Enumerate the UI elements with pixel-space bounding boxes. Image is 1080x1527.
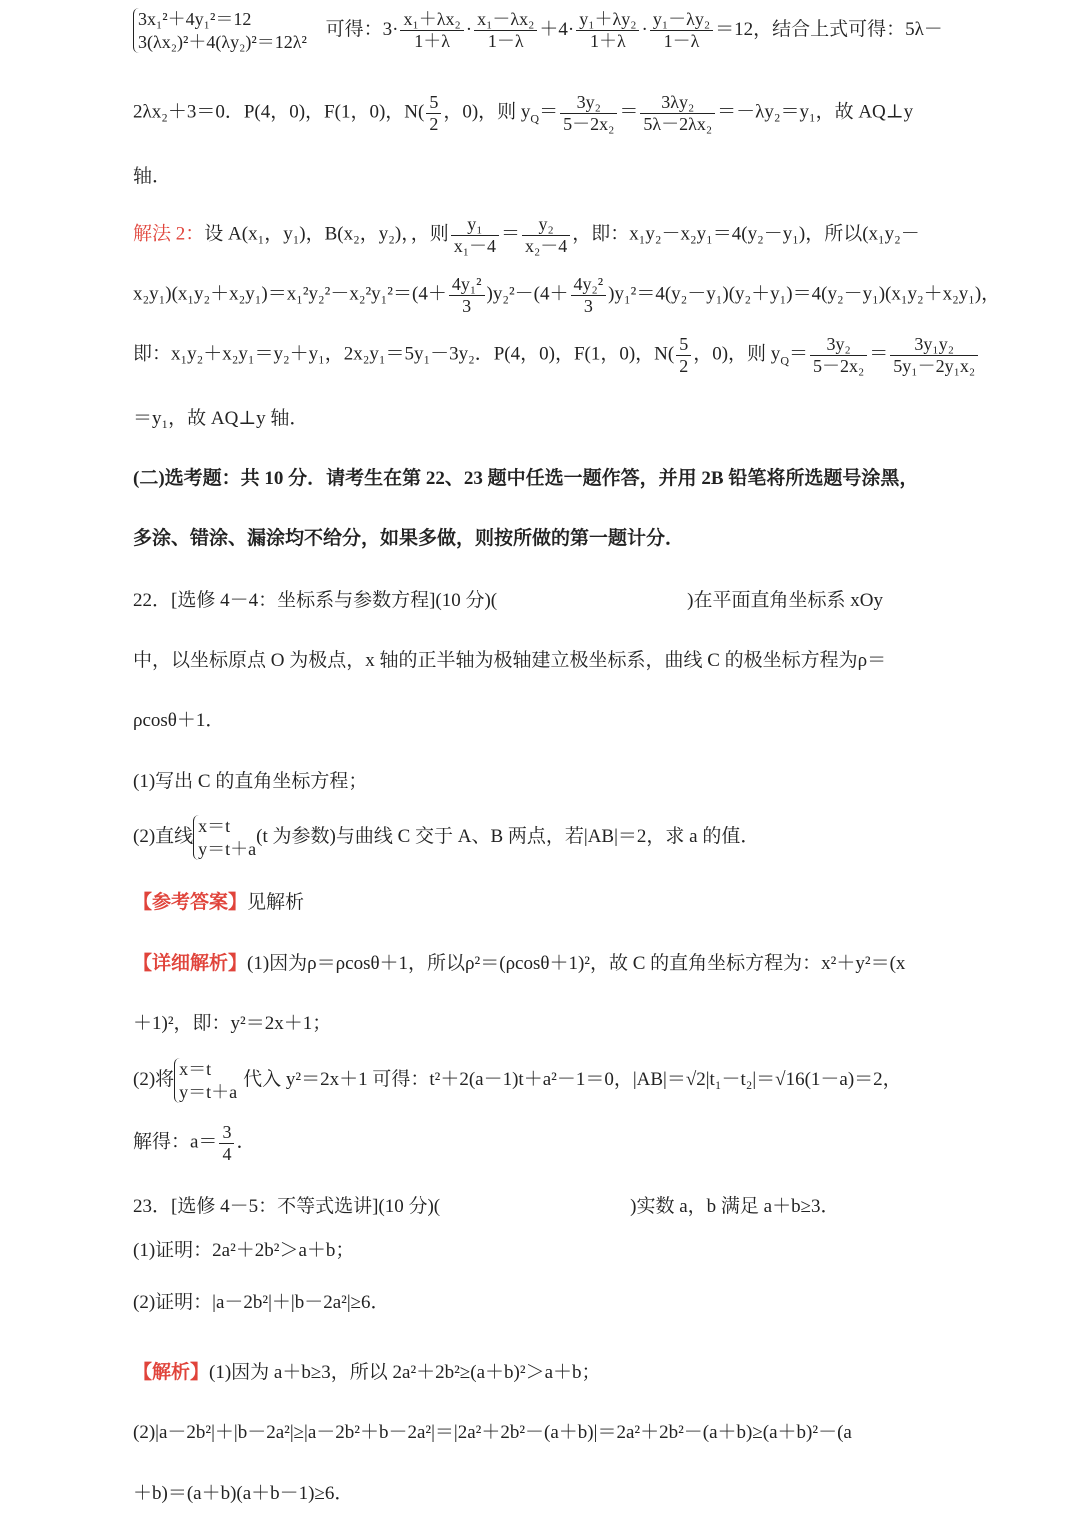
detailed-solution-line-3: (2)将 x＝t y＝t＋a 代入 y²＝2x＋1 可得：t²＋2(a－1)t＋a²－1＝0，|AB|＝√2|t₁－t₂|＝√16(1－a)＝2， bbox=[133, 1059, 902, 1102]
fraction: $\frac{\text{3λy₂}}{\text{5λ－2λx₂}}$ bbox=[640, 92, 715, 134]
detailed-solution-line-1: 【详细解析】(1)因为ρ＝ρcosθ＋1，所以ρ²＝(ρcosθ＋1)²，故 C 的直角坐标方程为：x²＋y²＝(x bbox=[133, 953, 906, 974]
reference-answer: 【参考答案】见解析 bbox=[133, 892, 305, 913]
fraction: $\frac{\text{3y₁y₂}}{\text{5y₁－2y₁x₂}}$ bbox=[890, 334, 978, 376]
parametric-system: x＝t y＝t＋a bbox=[193, 815, 256, 860]
method-2-line-4: ＝y₁，故 AQ⊥y 轴． bbox=[133, 408, 309, 429]
solution-line-3: 轴． bbox=[133, 166, 172, 187]
parametric-system: x＝t y＝t＋a bbox=[174, 1058, 237, 1103]
question-23-part-1: (1)证明：2a²＋2b²＞a＋b； bbox=[133, 1240, 355, 1261]
fraction: $\frac{\text{y₂}}{\text{x₂－4}}$ bbox=[522, 214, 570, 256]
section-heading-line-2: 多涂、错涂、漏涂均不给分，如果多做，则按所做的第一题计分． bbox=[133, 528, 685, 549]
solution-23-line-1: 【解析】(1)因为 a＋b≥3，所以 2a²＋2b²≥(a＋b)²＞a＋b； bbox=[133, 1362, 601, 1383]
detailed-solution-label: 【详细解析】 bbox=[133, 953, 248, 974]
method-2-label: 解法 2： bbox=[133, 223, 205, 245]
fraction: $\frac{\text{y₁＋λy₂}}{1+\lambda}$ bbox=[576, 9, 639, 51]
solution-line-1: 3x₁²＋4y₁²＝12 3(λx₂)²＋4(λy₂)²＝12λ² 可得：3· $\frac{\text{x₁＋λx₂}}{1+\lambda}$ · $\frac{\text{x₁－λx₂}}{1-\lambda}$ ＋4· $\frac{\text{y₁＋λy₂}}{1+\lambda}$ · $\frac{\text{y₁－λy₂}}{1-\lambda}$ ＝12，结合上式可得：5λ－ bbox=[133, 8, 943, 53]
section-heading-line-1: (二)选考题：共 10 分．请考生在第 22、23 题中任选一题作答，并用 2B 铅笔将所选题号涂黑， bbox=[133, 468, 919, 489]
solution-line-2: 2λx₂＋3＝0．P(4，0)，F(1，0)，N( $\frac{5}{2}$ ，0)，则 $y_Q=$ $\frac{\text{3y₂}}{\text{5－2x₂}}$ ＝ $\frac{\text{3λy₂}}{\text{5λ－2λx₂}}$ ＝－λy₂＝y₁，故 AQ⊥y bbox=[133, 92, 914, 134]
reference-answer-label: 【参考答案】 bbox=[133, 892, 248, 913]
fraction: $\frac{\text{3y₂}}{\text{5－2x₂}}$ bbox=[810, 334, 867, 376]
method-2-line-2: x₂y₁)(x₁y₂＋x₂y₁)＝x₁²y₂²－x₂²y₁²＝(4＋ $\frac{\text{4y₁²}}{3}$ )y₂²－(4＋ $\frac{\text{4y₂²}}{3}$ )y₁²＝4(y₂－y₁)(y₂＋y₁)＝4(y₂－y₁)(x₁y₂＋x₂y₁)， bbox=[133, 274, 1001, 316]
fraction: $\frac{\text{x₁－λx₂}}{1-\lambda}$ bbox=[474, 9, 537, 51]
question-22-part-2: (2)直线 x＝t y＝t＋a (t 为参数)与曲线 C 交于 A、B 两点，若|AB|＝2，求 a 的值． bbox=[133, 816, 760, 859]
question-23-line-1: 23．[选修 4－5：不等式选讲](10 分)( )实数 a，b 满足 a＋b≥3． bbox=[133, 1196, 840, 1217]
solution-label: 【解析】 bbox=[133, 1362, 210, 1383]
detailed-solution-line-2: ＋1)²，即：y²＝2x＋1； bbox=[133, 1013, 332, 1034]
solution-23-line-3: ＋b)＝(a＋b)(a＋b－1)≥6． bbox=[133, 1483, 354, 1504]
fraction: $\frac{5}{2}$ bbox=[676, 334, 691, 376]
method-2-line-1: 解法 2：设 A(x₁，y₁)，B(x₂，y₂)，，则 $\frac{\text{y₁}}{\text{x₁－4}}$ ＝ $\frac{\text{y₂}}{\text{x₂－4}}$ ，即：x₁y₂－x₂y₁＝4(y₂－y₁)，所以(x₁y₂－ bbox=[133, 214, 920, 256]
solution-23-line-2: (2)|a－2b²|＋|b－2a²|≥|a－2b²＋b－2a²|＝|2a²＋2b²－(a＋b)|＝2a²＋2b²－(a＋b)≥(a＋b)²－(a bbox=[133, 1422, 852, 1443]
question-22-part-1: (1)写出 C 的直角坐标方程； bbox=[133, 771, 368, 792]
fraction: $\frac{5}{2}$ bbox=[426, 92, 441, 134]
method-2-line-3: 即：x₁y₂＋x₂y₁＝y₂＋y₁，2x₂y₁＝5y₁－3y₂．P(4，0)，F(1，0)，N( $\frac{5}{2}$ ，0)，则 $y_Q=$ $\frac{\text{3y₂}}{\text{5－2x₂}}$ ＝ $\frac{\text{3y₁y₂}}{\text{5y₁－2y₁x₂}}$ bbox=[133, 334, 980, 376]
fraction: $\frac{\text{y₁}}{\text{x₁－4}}$ bbox=[451, 214, 499, 256]
question-22-line-2: 中，以坐标原点 O 为极点，x 轴的正半轴为极轴建立极坐标系，曲线 C 的极坐标方程为ρ＝ bbox=[133, 650, 887, 671]
equation-system: 3x₁²＋4y₁²＝12 3(λx₂)²＋4(λy₂)²＝12λ² bbox=[133, 8, 307, 53]
detailed-solution-line-4: 解得：a＝ $\frac{3}{4}$ ． bbox=[133, 1122, 256, 1164]
fraction: $\frac{3}{4}$ bbox=[219, 1122, 234, 1164]
fraction: $\frac{\text{3y₂}}{\text{5－2x₂}}$ bbox=[560, 92, 617, 134]
fraction: $\frac{\text{4y₂²}}{3}$ bbox=[571, 274, 607, 316]
question-23-part-2: (2)证明：|a－2b²|＋|b－2a²|≥6． bbox=[133, 1292, 390, 1313]
question-22-line-1: 22．[选修 4－4：坐标系与参数方程](10 分)( )在平面直角坐标系 xOy bbox=[133, 590, 883, 611]
question-22-line-3: ρcosθ＋1． bbox=[133, 710, 225, 731]
fraction: $\frac{\text{x₁＋λx₂}}{1+\lambda}$ bbox=[400, 9, 463, 51]
fraction: $\frac{\text{y₁－λy₂}}{1-\lambda}$ bbox=[650, 9, 713, 51]
fraction: $\frac{\text{4y₁²}}{3}$ bbox=[449, 274, 485, 316]
